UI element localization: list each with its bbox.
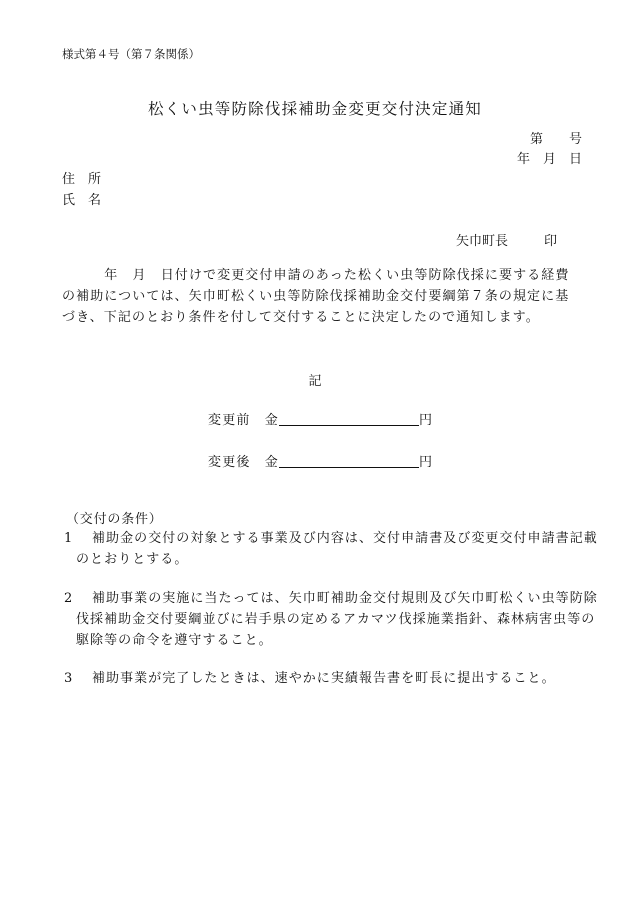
amount-before-label: 変更前 金: [208, 413, 280, 428]
notice-body: 年 月 日付けで変更交付申請のあった松くい虫等防除伐採に要する経費の補助については、矢巾町松くい虫等防除伐採補助金交付要綱第７条の規定に基づき、下記のとおり条件を付して交付することに決定したので通知します。: [62, 268, 570, 325]
condition-item: [62, 588, 602, 651]
condition-number: 2: [64, 591, 74, 606]
amount-before-row: [208, 409, 433, 428]
document-title: 松くい虫等防除伐採補助金変更交付決定通知: [147, 100, 482, 118]
recipient-address-label: 住 所: [62, 172, 102, 187]
amount-after-unit: 円: [419, 455, 434, 470]
issue-date: 年 月 日: [516, 152, 582, 167]
amount-after-label: 変更後 金: [208, 455, 280, 470]
amount-after-row: [208, 451, 433, 470]
amount-before-unit: 円: [419, 413, 434, 428]
amount-before-blank: [279, 411, 419, 426]
form-number: 様式第４号（第７条関係）: [62, 47, 200, 61]
condition-text: 補助金の交付の対象とする事業及び内容は、交付申請書及び変更交付申請書記載のとおりとする。: [76, 531, 598, 567]
condition-number: 3: [64, 671, 74, 686]
issuer-line: [456, 230, 557, 249]
recipient-name-label: 氏 名: [62, 193, 102, 208]
condition-text: 補助事業の実施に当たっては、矢巾町補助金交付規則及び矢巾町松くい虫等防除伐採補助金交付要綱並びに岩手県の定めるアカマツ伐採施業指針、森林病害虫等の駆除等の命令を遵守すること。: [76, 591, 598, 648]
conditions-heading: （交付の条件）: [66, 512, 163, 527]
condition-item: [62, 528, 602, 570]
condition-text: 補助事業が完了したときは、速やかに実績報告書を町長に提出すること。: [92, 671, 556, 686]
amount-after-blank: [279, 453, 419, 468]
condition-number: 1: [64, 531, 74, 546]
issuer-name: 矢巾町長: [456, 234, 509, 249]
condition-item: [62, 668, 602, 689]
reference-number: 第 号: [529, 132, 582, 147]
seal-mark: 印: [544, 234, 558, 249]
record-heading: 記: [308, 374, 322, 389]
